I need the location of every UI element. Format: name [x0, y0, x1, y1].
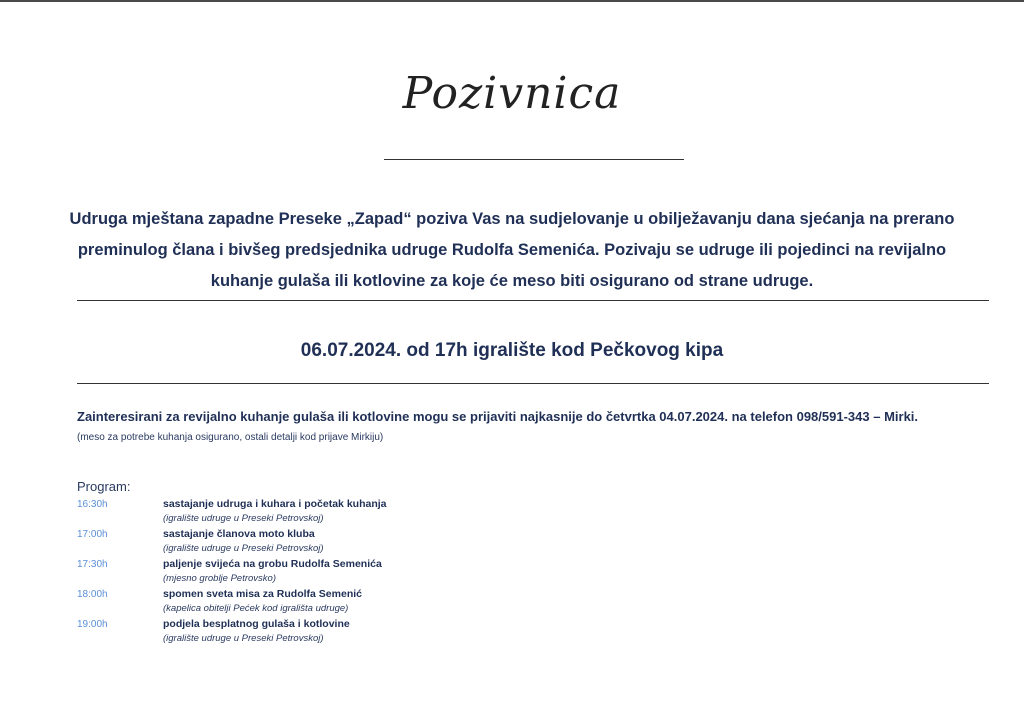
program-time: 16:30h: [77, 499, 108, 510]
document-title: Pozivnica: [402, 68, 622, 119]
title-underline: [384, 159, 684, 160]
program-activity: paljenje svijeća na grobu Rudolfa Semenića: [163, 558, 382, 570]
program-time: 19:00h: [77, 619, 108, 630]
top-border: [0, 0, 1024, 2]
program-location: (igralište udruge u Preseki Petrovskoj): [163, 633, 324, 644]
program-time: 17:30h: [77, 559, 108, 570]
intro-paragraph: [60, 204, 964, 297]
program-location: (kapelica obitelji Pećek kod igrališta udruge): [163, 603, 349, 614]
program-activity: podjela besplatnog gulaša i kotlovine: [163, 618, 350, 630]
program-activity: sastajanje članova moto kluba: [163, 528, 315, 540]
divider: [77, 300, 989, 301]
program-location: (mjesno groblje Petrovsko): [163, 573, 276, 584]
signup-text: Zainteresirani za revijalno kuhanje gulaša ili kotlovine mogu se prijaviti najkasnije do četvrtka 04.07.2024. na telefon 098/591-343 – Mirki.: [77, 409, 919, 424]
signup-note: (meso za potrebe kuhanja osigurano, ostali detalji kod prijave Mirkiju): [77, 432, 384, 443]
program-item: [77, 498, 577, 528]
event-date-location: 06.07.2024. od 17h igralište kod Pečkovog kipa: [300, 340, 724, 361]
intro-line: Udruga mještana zapadne Preseke „Zapad“ poziva Vas na sudjelovanje u obilježavanju dana sjećanja na prerano: [69, 210, 955, 228]
program-item: [77, 618, 577, 648]
program-item: [77, 588, 577, 618]
program-activity: spomen sveta misa za Rudolfa Semenić: [163, 588, 362, 600]
program-item: [77, 558, 577, 588]
intro-line: preminulog člana i bivšeg predsjednika udruge Rudolfa Semenića. Pozivaju se udruge ili pojedinci na revijalno: [77, 241, 947, 259]
program-label: Program:: [77, 479, 131, 494]
program-location: (igralište udruge u Preseki Petrovskoj): [163, 543, 324, 554]
program-time: 18:00h: [77, 589, 108, 600]
program-list: [77, 498, 577, 648]
divider: [77, 383, 989, 384]
program-item: [77, 528, 577, 558]
program-time: 17:00h: [77, 529, 108, 540]
program-activity: sastajanje udruga i kuhara i početak kuhanja: [163, 498, 387, 510]
program-location: (igralište udruge u Preseki Petrovskoj): [163, 513, 324, 524]
intro-line: kuhanje gulaša ili kotlovine za koje će meso biti osigurano od strane udruge.: [210, 272, 814, 290]
